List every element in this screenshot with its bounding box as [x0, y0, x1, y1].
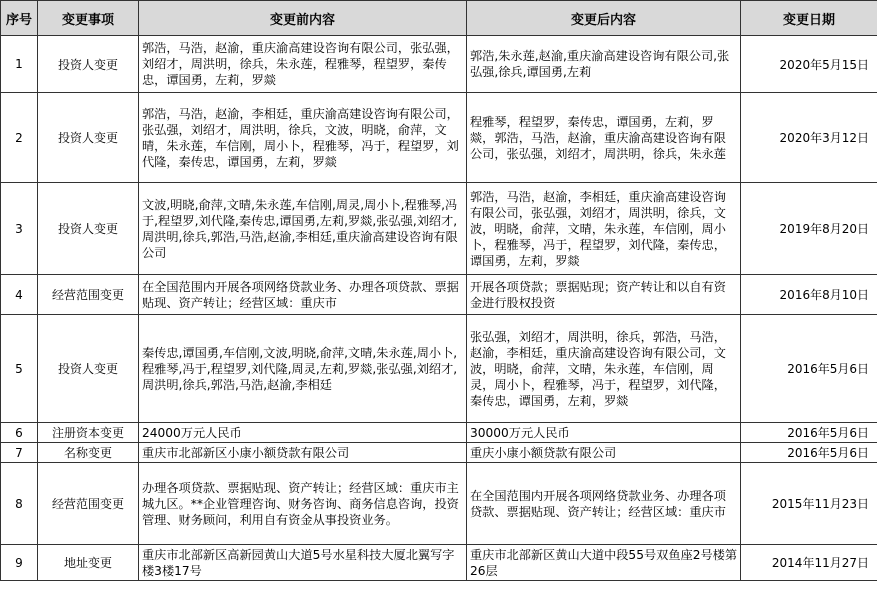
row-before — [139, 275, 467, 315]
row-date: 2016年5月6日 — [741, 443, 877, 463]
table-row — [1, 443, 877, 463]
row-after-text: 在全国范围内开展各项网络贷款业务、办理各项贷款、票据贴现、资产转让；经营区域：重庆市 — [470, 488, 726, 519]
header-seq: 序号 — [1, 1, 38, 36]
table-row — [1, 36, 877, 93]
row-after-text: 郭浩，马浩，赵渝，李相廷，重庆渝高建设咨询有限公司，张弘强，刘绍才，周洪明，徐兵，文波，明晓，俞萍，文晴，朱永莲，车信刚，周小卜，程雅琴，冯于，程望罗，刘代隆，秦传忠，谭国勇，左莉，罗燚 — [470, 189, 726, 268]
row-after-text: 郭浩,朱永莲,赵渝,重庆渝高建设咨询有限公司,张弘强,徐兵,谭国勇,左莉 — [470, 49, 730, 79]
row-after — [467, 183, 741, 275]
row-after — [467, 315, 741, 423]
row-before-text: 重庆市北部新区小康小额贷款有限公司 — [142, 445, 350, 460]
table-header-row — [1, 1, 877, 36]
row-before-text: 文波,明晓,俞萍,文晴,朱永莲,车信刚,周灵,周小卜,程雅琴,冯于,程望罗,刘代隆,秦传忠,谭国勇,左莉,罗燚,张弘强,刘绍才,周洪明,徐兵,郭浩,马浩,赵渝,李相廷,重庆渝高建设咨询有限公司 — [142, 197, 458, 260]
row-date: 2015年11月23日 — [741, 463, 877, 545]
row-item: 名称变更 — [38, 443, 139, 463]
row-item: 经营范围变更 — [38, 463, 139, 545]
row-before-text: 郭浩，马浩，赵渝，重庆渝高建设咨询有限公司，张弘强，刘绍才，周洪明，徐兵，朱永莲，程雅琴，程望罗，秦传忠，谭国勇，左莉，罗燚 — [142, 41, 459, 87]
row-before-text: 重庆市北部新区高新园黄山大道5号水星科技大厦北翼写字楼3楼17号 — [142, 547, 455, 578]
header-after: 变更后内容 — [467, 1, 741, 36]
row-seq: 7 — [1, 443, 38, 463]
row-after — [467, 275, 741, 315]
row-before — [139, 183, 467, 275]
row-before — [139, 463, 467, 545]
table-row — [1, 275, 877, 315]
row-seq: 1 — [1, 36, 38, 93]
row-item: 经营范围变更 — [38, 275, 139, 315]
row-seq: 9 — [1, 545, 38, 581]
row-after — [467, 545, 741, 581]
header-before: 变更前内容 — [139, 1, 467, 36]
row-after — [467, 443, 741, 463]
row-date: 2016年5月6日 — [741, 423, 877, 443]
row-before — [139, 36, 467, 93]
row-seq: 3 — [1, 183, 38, 275]
row-seq: 2 — [1, 93, 38, 183]
row-before — [139, 315, 467, 423]
table-row — [1, 93, 877, 183]
row-date: 2016年5月6日 — [741, 315, 877, 423]
row-seq: 8 — [1, 463, 38, 545]
row-date: 2019年8月20日 — [741, 183, 877, 275]
row-item: 投资人变更 — [38, 183, 139, 275]
row-item: 投资人变更 — [38, 93, 139, 183]
row-after-text: 重庆市北部新区黄山大道中段55号双鱼座2号楼第26层 — [470, 547, 738, 578]
header-date: 变更日期 — [741, 1, 877, 36]
row-after-text: 程雅琴，程望罗，秦传忠，谭国勇，左莉，罗燚，郭浩，马浩，赵渝，重庆渝高建设咨询有限公司，张弘强，刘绍才，周洪明，徐兵，朱永莲 — [470, 114, 726, 161]
table-row — [1, 423, 877, 443]
row-item: 注册资本变更 — [38, 423, 139, 443]
row-before-text: 24000万元人民币 — [142, 425, 242, 440]
row-after-text: 重庆小康小额贷款有限公司 — [470, 445, 617, 460]
row-seq: 5 — [1, 315, 38, 423]
row-after — [467, 93, 741, 183]
table-row — [1, 463, 877, 545]
row-after — [467, 423, 741, 443]
row-seq: 4 — [1, 275, 38, 315]
row-before-text: 在全国范围内开展各项网络贷款业务、办理各项贷款、票据贴现、资产转让；经营区域：重庆市 — [142, 279, 459, 310]
row-after-text: 开展各项贷款；票据贴现；资产转让和以自有资金进行股权投资 — [470, 279, 726, 310]
row-item: 投资人变更 — [38, 36, 139, 93]
table-row — [1, 315, 877, 423]
row-after-text: 30000万元人民币 — [470, 425, 570, 440]
row-before — [139, 443, 467, 463]
row-after-text: 张弘强，刘绍才，周洪明，徐兵，郭浩，马浩，赵渝，李相廷，重庆渝高建设咨询有限公司，文波，明晓，俞萍，文晴，朱永莲，车信刚，周灵，周小卜，程雅琴，冯于，程望罗，刘代隆，秦传忠，谭国勇，左莉，罗燚 — [470, 329, 726, 408]
row-seq: 6 — [1, 423, 38, 443]
row-item: 投资人变更 — [38, 315, 139, 423]
row-date: 2014年11月27日 — [741, 545, 877, 581]
row-before-text: 秦传忠,谭国勇,车信刚,文波,明晓,俞萍,文晴,朱永莲,周小卜,程雅琴,冯于,程望罗,刘代隆,周灵,左莉,罗燚,张弘强,刘绍才,周洪明,徐兵,郭浩,马浩,赵渝,李相廷 — [142, 345, 458, 392]
table-row — [1, 545, 877, 581]
table-row — [1, 183, 877, 275]
row-after — [467, 36, 741, 93]
row-item: 地址变更 — [38, 545, 139, 581]
row-before-text: 郭浩，马浩，赵渝，李相廷，重庆渝高建设咨询有限公司，张弘强，刘绍才，周洪明，徐兵，文波，明晓，俞萍，文晴，朱永莲，车信刚，周小卜，程雅琴，冯于，程望罗，刘代隆，秦传忠，谭国勇，左莉，罗燚 — [142, 106, 459, 169]
header-item: 变更事项 — [38, 1, 139, 36]
row-date: 2016年8月10日 — [741, 275, 877, 315]
row-before-text: 办理各项贷款、票据贴现、资产转让；经营区域：重庆市主城九区。**企业管理咨询、财务咨询、商务信息咨询，投资管理、财务顾问，利用自有资金从事投资业务。 — [142, 480, 459, 527]
row-after — [467, 463, 741, 545]
row-date: 2020年5月15日 — [741, 36, 877, 93]
row-before — [139, 93, 467, 183]
row-before — [139, 545, 467, 581]
row-before — [139, 423, 467, 443]
row-date: 2020年3月12日 — [741, 93, 877, 183]
